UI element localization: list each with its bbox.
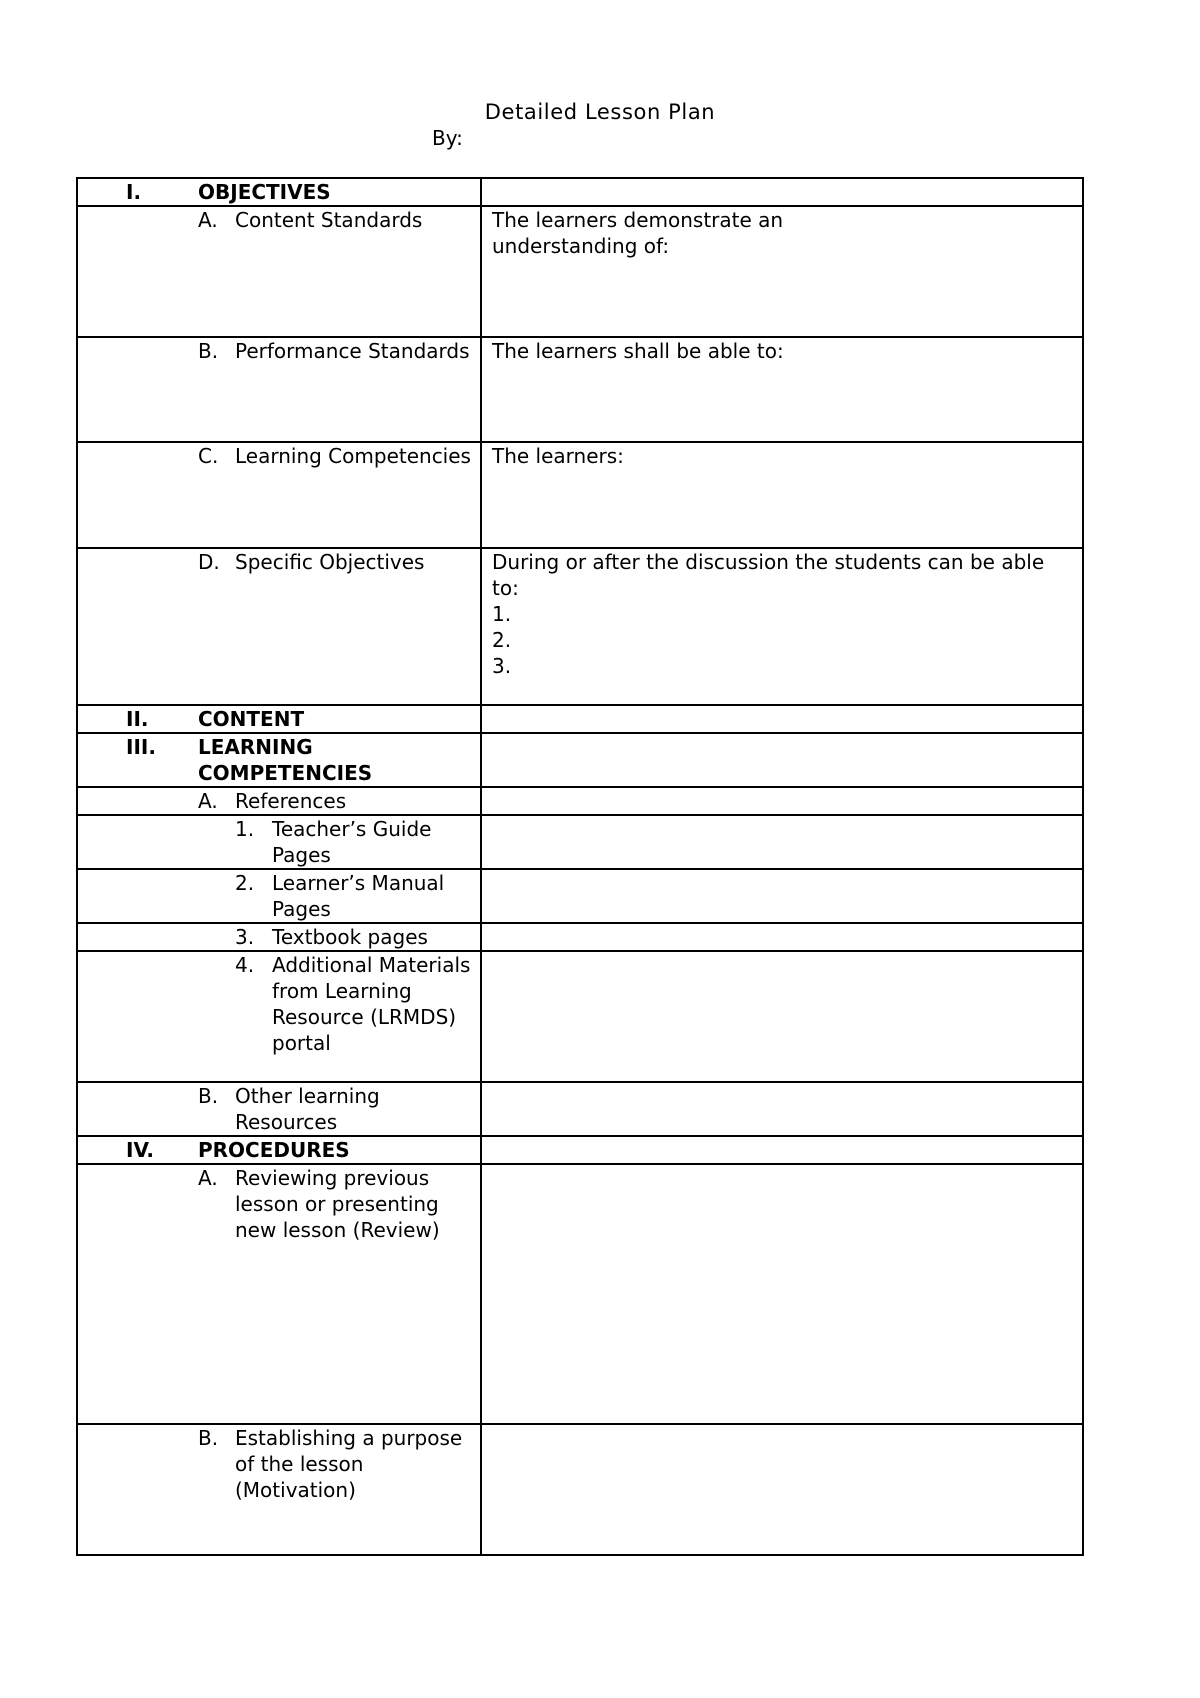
blank-cell	[481, 1164, 1083, 1424]
item-label: Learner’s Manual Pages	[272, 871, 445, 921]
section-number: II.	[126, 707, 149, 731]
table-row	[77, 951, 1083, 1082]
blank-cell	[481, 869, 1083, 923]
section-number: III.	[126, 735, 156, 759]
item-label: Textbook pages	[272, 925, 428, 949]
author-label: By:	[432, 126, 463, 150]
section-title: LEARNING COMPETENCIES	[198, 735, 373, 785]
item-marker: A.	[198, 789, 218, 813]
item-label: Learning Competencies	[235, 444, 471, 468]
table-row	[77, 178, 1083, 206]
blank-cell	[481, 178, 1083, 206]
item-marker: A.	[198, 1166, 218, 1190]
blank-cell	[481, 1082, 1083, 1136]
item-label: Specific Objectives	[235, 550, 425, 574]
item-label: Establishing a purpose of the lesson (Motivation)	[235, 1426, 463, 1502]
list-item: 2.	[492, 628, 512, 652]
table-row	[77, 206, 1083, 337]
section-title: OBJECTIVES	[198, 180, 331, 204]
item-label: Additional Materials from Learning Resource (LRMDS) portal	[272, 953, 471, 1055]
table-row	[77, 787, 1083, 815]
section-heading-cell	[77, 178, 481, 206]
cell-text: The learners:	[492, 444, 624, 468]
item-label: Other learning Resources	[235, 1084, 380, 1134]
blank-cell	[481, 787, 1083, 815]
item-label: References	[235, 789, 347, 813]
blank-cell	[481, 815, 1083, 869]
cell-text: The learners demonstrate an	[492, 208, 784, 232]
item-marker: 2.	[235, 871, 255, 895]
section-number: IV.	[126, 1138, 154, 1162]
item-marker: D.	[198, 550, 220, 574]
table-row	[77, 923, 1083, 951]
blank-cell	[481, 1424, 1083, 1555]
section-title: PROCEDURES	[198, 1138, 350, 1162]
section-title: CONTENT	[198, 707, 305, 731]
table-row	[77, 548, 1083, 705]
list-item: 3.	[492, 654, 512, 678]
document-title: Detailed Lesson Plan	[484, 100, 716, 124]
table-row	[77, 1424, 1083, 1555]
table-row	[77, 1164, 1083, 1424]
item-marker: 4.	[235, 953, 255, 977]
item-marker: 3.	[235, 925, 255, 949]
item-label: Reviewing previous lesson or presenting new lesson (Review)	[235, 1166, 440, 1242]
list-item: 1.	[492, 602, 512, 626]
cell-text: understanding of:	[492, 234, 670, 258]
table-row	[77, 705, 1083, 733]
section-number: I.	[126, 180, 142, 204]
blank-cell	[481, 705, 1083, 733]
lesson-plan-table	[76, 177, 1084, 1556]
item-marker: C.	[198, 444, 219, 468]
table-row	[77, 733, 1083, 787]
item-marker: B.	[198, 339, 219, 363]
item-label: Content Standards	[235, 208, 423, 232]
blank-cell	[481, 733, 1083, 787]
table-row	[77, 337, 1083, 442]
item-label: Performance Standards	[235, 339, 470, 363]
blank-cell	[481, 1136, 1083, 1164]
cell-text: The learners shall be able to:	[492, 339, 784, 363]
table-row	[77, 869, 1083, 923]
table-row	[77, 442, 1083, 548]
table-row	[77, 1136, 1083, 1164]
table-row	[77, 1082, 1083, 1136]
cell-text: During or after the discussion the students can be able to:	[492, 550, 1045, 600]
blank-cell	[481, 923, 1083, 951]
item-label: Teacher’s Guide Pages	[272, 817, 432, 867]
item-marker: A.	[198, 208, 218, 232]
item-marker: B.	[198, 1084, 219, 1108]
item-marker: B.	[198, 1426, 219, 1450]
item-marker: 1.	[235, 817, 255, 841]
blank-cell	[481, 951, 1083, 1082]
table-row	[77, 815, 1083, 869]
